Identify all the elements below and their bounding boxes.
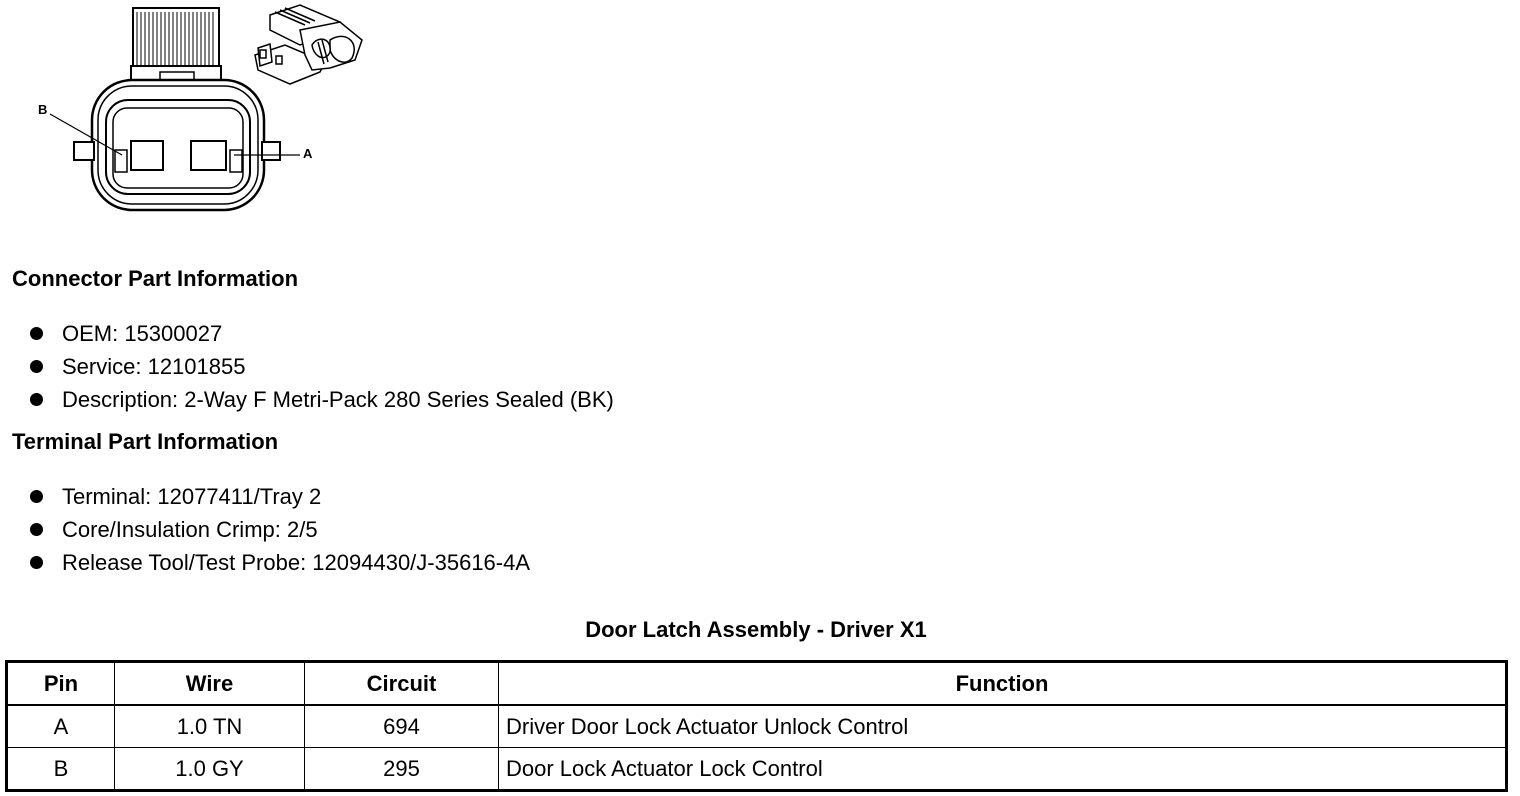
crimp-spec: Core/Insulation Crimp: 2/5 bbox=[62, 517, 318, 542]
table-row bbox=[7, 705, 1507, 748]
table-header-row bbox=[7, 662, 1507, 706]
list-item bbox=[30, 546, 530, 579]
terminal-number: Terminal: 12077411/Tray 2 bbox=[62, 484, 322, 509]
bullet-icon bbox=[30, 556, 43, 569]
connector-description: Description: 2-Way F Metri-Pack 280 Series Sealed (BK) bbox=[62, 387, 614, 412]
cell-circuit: 694 bbox=[305, 705, 499, 748]
cell-wire: 1.0 GY bbox=[115, 748, 305, 791]
connector-face-illustration bbox=[0, 0, 380, 230]
header-circuit: Circuit bbox=[305, 662, 499, 706]
pin-b-callout: B bbox=[38, 102, 48, 117]
table-title: Door Latch Assembly - Driver X1 bbox=[585, 617, 927, 642]
bullet-icon bbox=[30, 360, 43, 373]
cell-wire: 1.0 TN bbox=[115, 705, 305, 748]
bullet-icon bbox=[30, 490, 43, 503]
list-item bbox=[30, 317, 614, 350]
list-item bbox=[30, 513, 530, 546]
pinout-table bbox=[5, 660, 1508, 792]
cell-function: Driver Door Lock Actuator Unlock Control bbox=[499, 705, 1507, 748]
table-row bbox=[7, 748, 1507, 791]
pin-a-callout: A bbox=[303, 146, 313, 161]
header-pin: Pin bbox=[7, 662, 115, 706]
cell-function: Door Lock Actuator Lock Control bbox=[499, 748, 1507, 791]
connector-part-list bbox=[30, 317, 614, 416]
cell-pin: B bbox=[7, 748, 115, 791]
terminal-part-heading: Terminal Part Information bbox=[12, 429, 279, 454]
bullet-icon bbox=[30, 327, 43, 340]
bullet-icon bbox=[30, 523, 43, 536]
bullet-icon bbox=[30, 393, 43, 406]
list-item bbox=[30, 383, 614, 416]
header-wire: Wire bbox=[115, 662, 305, 706]
cell-pin: A bbox=[7, 705, 115, 748]
cell-circuit: 295 bbox=[305, 748, 499, 791]
list-item bbox=[30, 350, 614, 383]
service-number: Service: 12101855 bbox=[62, 354, 246, 379]
connector-isometric-icon bbox=[255, 5, 362, 84]
release-tool: Release Tool/Test Probe: 12094430/J-35616-4A bbox=[62, 550, 531, 575]
oem-number: OEM: 15300027 bbox=[62, 321, 223, 346]
connector-part-heading: Connector Part Information bbox=[12, 266, 299, 291]
connector-diagram bbox=[0, 0, 380, 230]
terminal-part-list bbox=[30, 480, 530, 579]
list-item bbox=[30, 480, 530, 513]
header-function: Function bbox=[499, 662, 1507, 706]
